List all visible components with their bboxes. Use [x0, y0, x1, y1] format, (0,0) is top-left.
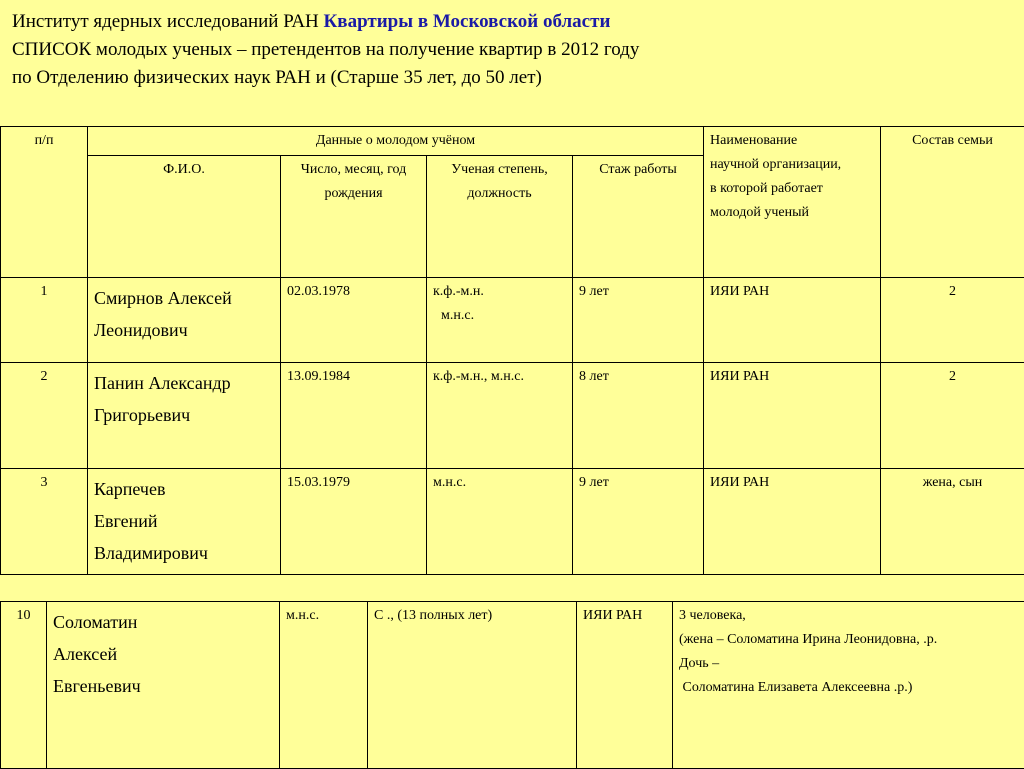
row-degree: к.ф.-м.н. м.н.с.	[427, 278, 573, 363]
row-family: 2	[881, 278, 1024, 363]
col-header-group: Данные о молодом учёном	[88, 127, 704, 156]
col-header-num: п/п	[1, 127, 88, 278]
page-header	[12, 8, 1012, 92]
row-org: ИЯИ РАН	[704, 363, 881, 469]
row-org: ИЯИ РАН	[704, 278, 881, 363]
row-birth: 02.03.1978	[281, 278, 427, 363]
row-num: 3	[1, 469, 88, 575]
table-row	[1, 278, 1024, 363]
row-name: Карпечев Евгений Владимирович	[88, 469, 281, 575]
row-name: Соломатин Алексей Евгеньевич	[47, 602, 280, 769]
table-row	[1, 602, 1024, 769]
row-family: 3 человека, (жена – Соломатина Ирина Леонидовна, .р. Дочь – Соломатина Елизавета Алексеевна .р.)	[673, 602, 1024, 769]
candidate-table-2	[0, 601, 1024, 769]
row-num: 10	[1, 602, 47, 769]
col-header-family: Состав семьи	[881, 127, 1024, 278]
col-header-degree: Ученая степень, должность	[427, 156, 573, 278]
row-degree: м.н.с.	[427, 469, 573, 575]
row-birth: 13.09.1984	[281, 363, 427, 469]
row-num: 2	[1, 363, 88, 469]
row-exp: 9 лет	[573, 469, 704, 575]
col-header-org: Наименование научной организации, в которой работает молодой ученый	[704, 127, 881, 278]
header-line-1	[12, 8, 1012, 36]
col-header-birth: Число, месяц, год рождения	[281, 156, 427, 278]
row-name: Смирнов Алексей Леонидович	[88, 278, 281, 363]
row-birth: 15.03.1979	[281, 469, 427, 575]
row-exp: С ., (13 полных лет)	[368, 602, 577, 769]
header-title-accent: Квартиры в Московской области	[324, 11, 611, 32]
col-header-exp: Стаж работы	[573, 156, 704, 278]
table-row	[1, 469, 1024, 575]
header-line-2: СПИСОК молодых ученых – претендентов на получение квартир в 2012 году	[12, 36, 1012, 64]
row-num: 1	[1, 278, 88, 363]
table-header-row-1	[1, 127, 1024, 156]
row-family: жена, сын	[881, 469, 1024, 575]
row-org: ИЯИ РАН	[577, 602, 673, 769]
header-institute: Институт ядерных исследований РАН	[12, 11, 324, 32]
row-exp: 9 лет	[573, 278, 704, 363]
row-org: ИЯИ РАН	[704, 469, 881, 575]
row-family: 2	[881, 363, 1024, 469]
row-exp: 8 лет	[573, 363, 704, 469]
row-degree: м.н.с.	[280, 602, 368, 769]
table-row	[1, 363, 1024, 469]
candidates-table	[0, 126, 1024, 575]
col-header-fio: Ф.И.О.	[88, 156, 281, 278]
row-degree: к.ф.-м.н., м.н.с.	[427, 363, 573, 469]
header-line-3: по Отделению физических наук РАН и (Старше 35 лет, до 50 лет)	[12, 64, 1012, 92]
row-name: Панин Александр Григорьевич	[88, 363, 281, 469]
